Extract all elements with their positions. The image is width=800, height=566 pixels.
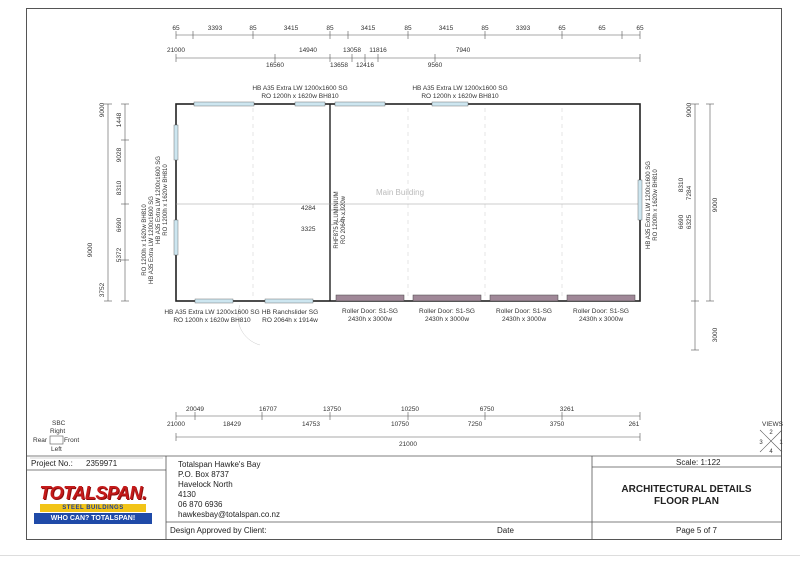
top2-dim-9: 9560 <box>427 62 443 69</box>
room-label: Main Building <box>375 188 425 197</box>
roller-door-4 <box>567 295 635 301</box>
company-email: hawkesbay@totalspan.co.nz <box>178 510 280 519</box>
left-dim-inner-4: 6690 <box>116 217 123 233</box>
left-window-label-1b: RO 1200h x 1620w BH810 <box>163 164 169 236</box>
right-dim-6: 3000 <box>712 327 719 343</box>
views-1: 1 <box>779 440 783 446</box>
bottom-dim-lower-7: 261 <box>628 421 640 428</box>
bottom-overall-dim: 21000 <box>398 441 418 448</box>
top-dim-13: 65 <box>636 25 644 32</box>
top2-dim-7: 13658 <box>329 62 349 69</box>
top-dim-10: 3393 <box>515 25 531 32</box>
company-phone: 06 870 6936 <box>178 500 223 509</box>
right-window-label-b: RO 1200h x 1620w BH810 <box>653 169 659 241</box>
top2-dim-1: 21000 <box>166 47 186 54</box>
design-approved-label: Design Approved by Client: <box>170 526 267 535</box>
views-2: 2 <box>769 430 773 436</box>
page-number: Page 5 of 7 <box>676 526 717 535</box>
bottom-dim-lower-6: 3750 <box>549 421 565 428</box>
top2-dim-4: 11816 <box>369 47 387 54</box>
scale-label: Scale: 1:122 <box>676 458 721 467</box>
top2-dim-2: 14940 <box>298 47 318 54</box>
top-dim-8: 3415 <box>438 25 454 32</box>
top-window-label-1: HB A35 Extra LW 1200x1600 SG <box>252 85 348 92</box>
left-window-label-1: HB A35 Extra LW 1200x1600 SG <box>156 156 162 244</box>
page-bottom-rule <box>0 555 800 556</box>
dim-4284: 4284 <box>301 205 316 212</box>
left-overall-dim: 9000 <box>87 242 94 258</box>
top2-dim-3: 13058 <box>342 47 362 54</box>
right-overall-dim: 9000 <box>712 197 719 213</box>
date-label: Date <box>497 526 514 535</box>
bottom-dim-upper-6: 3261 <box>559 406 575 413</box>
roller-door-4-size: 2430h x 3000w <box>578 316 624 323</box>
top2-dim-8: 12416 <box>355 62 375 69</box>
bottom-window-label-1b: RO 1200h x 1620w BH810 <box>173 317 251 324</box>
bottom-dim-upper-4: 10250 <box>400 406 420 413</box>
right-dim-4: 6325 <box>686 214 693 230</box>
top-dim-6: 3415 <box>360 25 376 32</box>
top-dim-11: 65 <box>558 25 566 32</box>
sbc-rear: Rear <box>33 437 48 444</box>
roller-door-2 <box>413 295 481 301</box>
bottom-window-label-2b: RO 2064h x 1914w <box>262 317 318 324</box>
company-po-box: P.O. Box 8737 <box>178 470 229 479</box>
bottom-dim-lower-2: 18429 <box>222 421 242 428</box>
inner-door-label-b: RO 2064h x 920w <box>341 195 347 245</box>
drawing-title-2: FLOOR PLAN <box>654 496 719 507</box>
left-dim-outer-1: 9000 <box>99 102 106 118</box>
top-dim-7: 85 <box>404 25 412 32</box>
drawing-title-1: ARCHITECTURAL DETAILS <box>621 484 752 495</box>
left-dim-outer-2: 3752 <box>99 282 106 298</box>
bottom-dim-lower-4: 10750 <box>390 421 410 428</box>
left-dim-inner-1: 1448 <box>116 112 123 128</box>
top-window-label-2b: RO 1200h x 1620w BH810 <box>421 93 499 100</box>
right-dim-5: 7284 <box>686 185 693 201</box>
inner-door-label: RHF875 ALUMINIUM <box>334 191 340 249</box>
top2-dim-5: 7940 <box>455 47 471 54</box>
totalspan-logo: TOTALSPAN. STEEL BUILDINGS WHO CAN? TOTALSPAN! <box>34 482 152 524</box>
bottom-dim-upper-5: 6750 <box>479 406 495 413</box>
bottom-dim-lower-3: 14753 <box>301 421 321 428</box>
right-dim-1: 9000 <box>686 102 693 118</box>
views-4: 4 <box>769 449 773 455</box>
company-postcode: 4130 <box>178 490 196 499</box>
bottom-dim-upper-3: 13750 <box>322 406 342 413</box>
top-dim-12: 65 <box>598 25 606 32</box>
right-window-label: HB A35 Extra LW 1200x1600 SG <box>646 161 652 249</box>
roller-door-3 <box>490 295 558 301</box>
sbc-front: Front <box>64 437 80 444</box>
bottom-window-label-2: HB Ranchslider SG <box>261 309 319 316</box>
top-dim-5: 85 <box>326 25 334 32</box>
right-dim-3: 6690 <box>678 214 685 230</box>
company-town: Havelock North <box>178 480 233 489</box>
views-3: 3 <box>759 440 763 446</box>
bottom-dim-lower-5: 7250 <box>467 421 483 428</box>
roller-door-1-size: 2430h x 3000w <box>347 316 393 323</box>
left-window-label-2b: RO 1200h x 1620w BH810 <box>142 204 148 276</box>
roller-door-1-label: Roller Door: S1-SG <box>342 308 398 315</box>
roller-door-4-label: Roller Door: S1-SG <box>573 308 629 315</box>
right-dim-2: 8310 <box>678 177 685 193</box>
bottom-window-label-1: HB A35 Extra LW 1200x1600 SG <box>164 309 260 316</box>
roller-door-3-size: 2430h x 3000w <box>501 316 547 323</box>
bottom-dim-upper-2: 16707 <box>258 406 278 413</box>
project-no: 2359971 <box>86 459 118 468</box>
left-dim-inner-5: 5372 <box>116 247 123 263</box>
top-dim-1: 65 <box>172 25 180 32</box>
bottom-dim-lower-1: 21000 <box>166 421 186 428</box>
left-window-label-2: HB A35 Extra LW 1200x1600 SG <box>149 196 155 284</box>
dim-3325: 3325 <box>301 226 316 233</box>
top-dim-9: 85 <box>481 25 489 32</box>
left-dim-inner-2: 9028 <box>116 147 123 163</box>
top-dim-3: 85 <box>249 25 257 32</box>
sbc-left: Left <box>51 446 62 453</box>
top-dim-4: 3415 <box>283 25 299 32</box>
roller-door-3-label: Roller Door: S1-SG <box>496 308 552 315</box>
roller-door-2-size: 2430h x 3000w <box>424 316 470 323</box>
views-title: VIEWS <box>762 421 783 428</box>
bottom-dim-upper-1: 20049 <box>185 406 205 413</box>
company-name: Totalspan Hawke's Bay <box>178 460 261 469</box>
roller-door-2-label: Roller Door: S1-SG <box>419 308 475 315</box>
top-dim-2: 3393 <box>207 25 223 32</box>
roller-door-1 <box>336 295 404 301</box>
top-window-label-2: HB A35 Extra LW 1200x1600 SG <box>412 85 508 92</box>
project-no-label: Project No.: <box>31 459 73 468</box>
top2-dim-6: 16560 <box>265 62 285 69</box>
top-window-label-1b: RO 1200h x 1620w BH810 <box>261 93 339 100</box>
sbc-right: Right <box>50 428 66 435</box>
sbc-title: SBC <box>52 420 66 427</box>
left-dim-inner-3: 8310 <box>116 180 123 196</box>
